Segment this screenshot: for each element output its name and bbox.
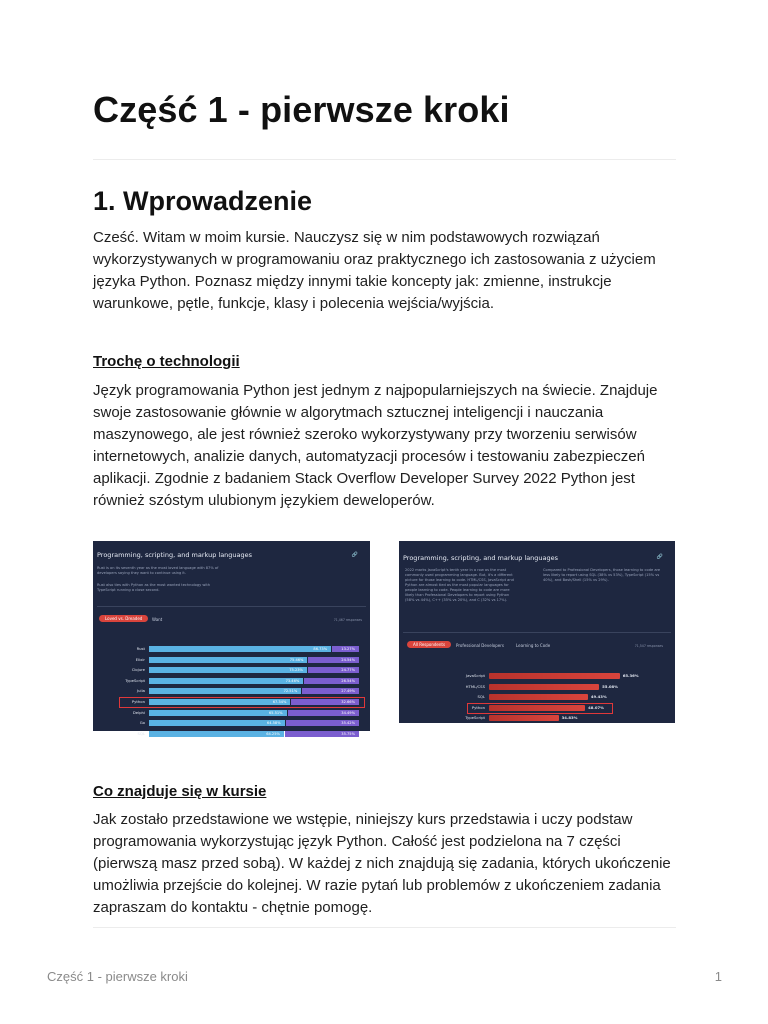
shot1-dreaded-value: 24.77%	[341, 668, 355, 673]
shot2-row-label: HTML/CSS	[465, 683, 485, 689]
shot1-row-label: Delphi	[132, 709, 145, 715]
shot1-loved-value: 75.46%	[289, 657, 304, 662]
shot1-divider	[97, 606, 366, 607]
course-heading: Co znajduje się w kursie	[93, 783, 267, 800]
shot1-loved-bar	[149, 688, 301, 694]
shot2-row-label: JavaScript	[465, 673, 485, 678]
shot1-dreaded-bar	[288, 710, 359, 716]
shot1-desc2: Rust also ties with Python as the most wanted technology with TypeScript running a close second.	[97, 583, 211, 592]
shot1-row-label: Julia	[137, 688, 145, 694]
shot1-loved-value: 86.73%	[313, 647, 328, 651]
shot2-python-highlight	[467, 703, 613, 714]
footer-divider	[93, 927, 676, 928]
shot1-loved-bar	[149, 657, 307, 663]
shot2-bar	[489, 715, 559, 721]
shot1-dreaded-bar	[332, 646, 359, 652]
tab-all-respondents[interactable]: All Respondents	[407, 641, 451, 648]
shot1-dreaded-bar	[308, 657, 359, 663]
shot2-bar-value: 49.43%	[590, 694, 607, 699]
shot1-dreaded-value: 32.66%	[341, 700, 355, 704]
footer-title: Część 1 - pierwsze kroki	[47, 969, 188, 984]
survey-screenshot-loved-dreaded	[93, 541, 370, 736]
intro-paragraph: Cześć. Witam w moim kursie. Nauczysz się w nim podstawowych rozwiązań wykorzystywanych w programowaniu oraz praktycznego ich zastosowania z użyciem języka Python. Poznasz między innymi takie koncepty jak: zmienne, instrukcje warunkowe, pętle, funkcje, klasy i polecenia wejścia/wyjścia.	[93, 229, 656, 312]
shot1-loved-value: 73.46%	[285, 678, 300, 683]
tech-heading: Trochę o technologii	[93, 353, 240, 370]
section-heading: 1. Wprowadzenie	[93, 186, 313, 216]
title-divider	[93, 159, 676, 160]
link-icon: 🔗	[351, 552, 358, 558]
shot1-row-label: Rust	[136, 646, 145, 651]
shot2-bar-value: 48.07%	[588, 704, 604, 710]
shot2-desc-left: 2022 marks JavaScript's tenth year in a row as the most commonly used programming language. But, it's a different picture for those learning to code. HTML/CSS, JavaScript and Python are almost tied as the most popular languages for people learning to code. People learning to code are more likely than Professional Developers to report using Python (58% vs 44%), C++ (35% vs 20%), and C (32% vs 17%).	[405, 568, 514, 602]
shot2-desc-right: Compared to Professional Developers, those learning to code are less likely to report using SQL (38% vs 53%), TypeScript (15% vs 40%), and Bash/Shell (15% vs 29%).	[543, 568, 661, 582]
shot1-title: Programming, scripting, and markup languages	[97, 551, 253, 559]
shot2-title: Programming, scripting, and markup languages	[403, 554, 559, 562]
shot2-row-label: Python	[471, 704, 485, 710]
shot1-loved-value: 72.51%	[283, 689, 298, 694]
survey-screenshot-popular-languages	[399, 541, 675, 723]
shot2-divider	[403, 632, 671, 633]
page-number: 1	[714, 969, 722, 984]
shot1-dreaded-value: 34.49%	[341, 710, 355, 715]
shot2-row-label: TypeScript	[465, 715, 485, 720]
tech-paragraph: Język programowania Python jest jednym z najpopularniejszych na świecie. Znajduje swoje zastosowanie głównie w algorytmach sztucznej inteligencji i nauczania maszynowego, ale jest również szeroko wykorzystywany przy tworzeniu serwisów internetowych, analizie danych, automatyzacji procesów i testowaniu zabezpieczeń aplikacji. Zgodnie z badaniem Stack Overflow Developer Survey 2022 Python jest również szóstym ulubionym językiem deweloperów.	[93, 382, 658, 509]
shot2-bar	[489, 673, 620, 679]
shot1-loved-bar	[149, 678, 303, 684]
shot2-bar-value: 55.08%	[602, 683, 618, 689]
shot2-bar	[489, 694, 588, 700]
link-icon: 🔗	[656, 554, 663, 560]
shot1-loved-value: 64.25%	[266, 731, 280, 736]
tab-want[interactable]: Want	[152, 617, 163, 622]
shot1-row-label: Go	[139, 720, 145, 726]
shot1-dreaded-bar	[304, 678, 359, 684]
shot2-row-label: SQL	[477, 694, 485, 699]
shot1-loved-value: 65.51%	[268, 710, 283, 715]
shot1-loved-bar	[149, 646, 331, 652]
shot1-dreaded-value: 27.49%	[341, 689, 355, 694]
shot2-bar-value: 65.36%	[622, 673, 639, 678]
shot1-dreaded-bar	[308, 667, 359, 673]
page-title: Część 1 - pierwsze kroki	[93, 89, 510, 130]
shot1-dreaded-value: 35.75%	[341, 731, 355, 736]
tab-professional[interactable]: Professional Developers	[456, 643, 504, 648]
course-paragraph: Jak zostało przedstawione we wstępie, niniejszy kurs przedstawia i uczy podstaw programowania wykorzystując język Python. Całość jest podzielona na 7 części (pierwszą masz przed sobą). W każdej z nich znajdują się zadania, których ukończenie umożliwia przejście do kolejnej. W razie pytań lub problemów z ukończeniem zadania zapraszam do kontaktu - chętnie pomogę.	[93, 811, 671, 916]
shot1-row-label: Clojure	[131, 667, 145, 673]
tab-loved-dreaded[interactable]: Loved vs. Dreaded	[99, 615, 148, 622]
shot1-dreaded-value: 26.54%	[341, 678, 355, 683]
shot1-loved-bar	[149, 720, 285, 726]
shot2-bar-value: 34.83%	[561, 715, 578, 720]
shot1-loved-bar	[149, 710, 287, 716]
shot1-loved-value: 67.34%	[272, 700, 287, 704]
shot1-python-highlight	[119, 697, 365, 708]
shot2-bar	[489, 684, 599, 690]
shot1-dreaded-bar	[285, 731, 359, 737]
shot1-row-label: Python	[131, 699, 145, 704]
shot1-loved-value: 75.23%	[289, 668, 303, 673]
shot1-dreaded-bar	[302, 688, 359, 694]
shot1-dreaded-value: 13.27%	[341, 647, 355, 651]
shot1-dreaded-value: 35.42%	[341, 721, 355, 726]
shot1-row-label: TypeScript	[125, 677, 145, 683]
shot1-dreaded-bar	[286, 720, 359, 726]
shot1-row-label: SQL	[137, 730, 145, 736]
shot1-dreaded-value: 24.54%	[341, 657, 355, 662]
tab-learning[interactable]: Learning to Code	[516, 643, 551, 648]
shot1-desc1: Rust is on its seventh year as the most loved language with 87% of developers saying they want to continue using it.	[97, 566, 219, 575]
shot1-responses: 71,467 responses	[333, 618, 362, 622]
shot1-loved-value: 64.58%	[266, 721, 281, 726]
shot1-row-label: Elixir	[135, 656, 145, 662]
shot1-loved-bar	[149, 731, 284, 737]
shot1-loved-bar	[149, 667, 307, 673]
shot2-responses: 71,547 responses	[634, 644, 663, 648]
